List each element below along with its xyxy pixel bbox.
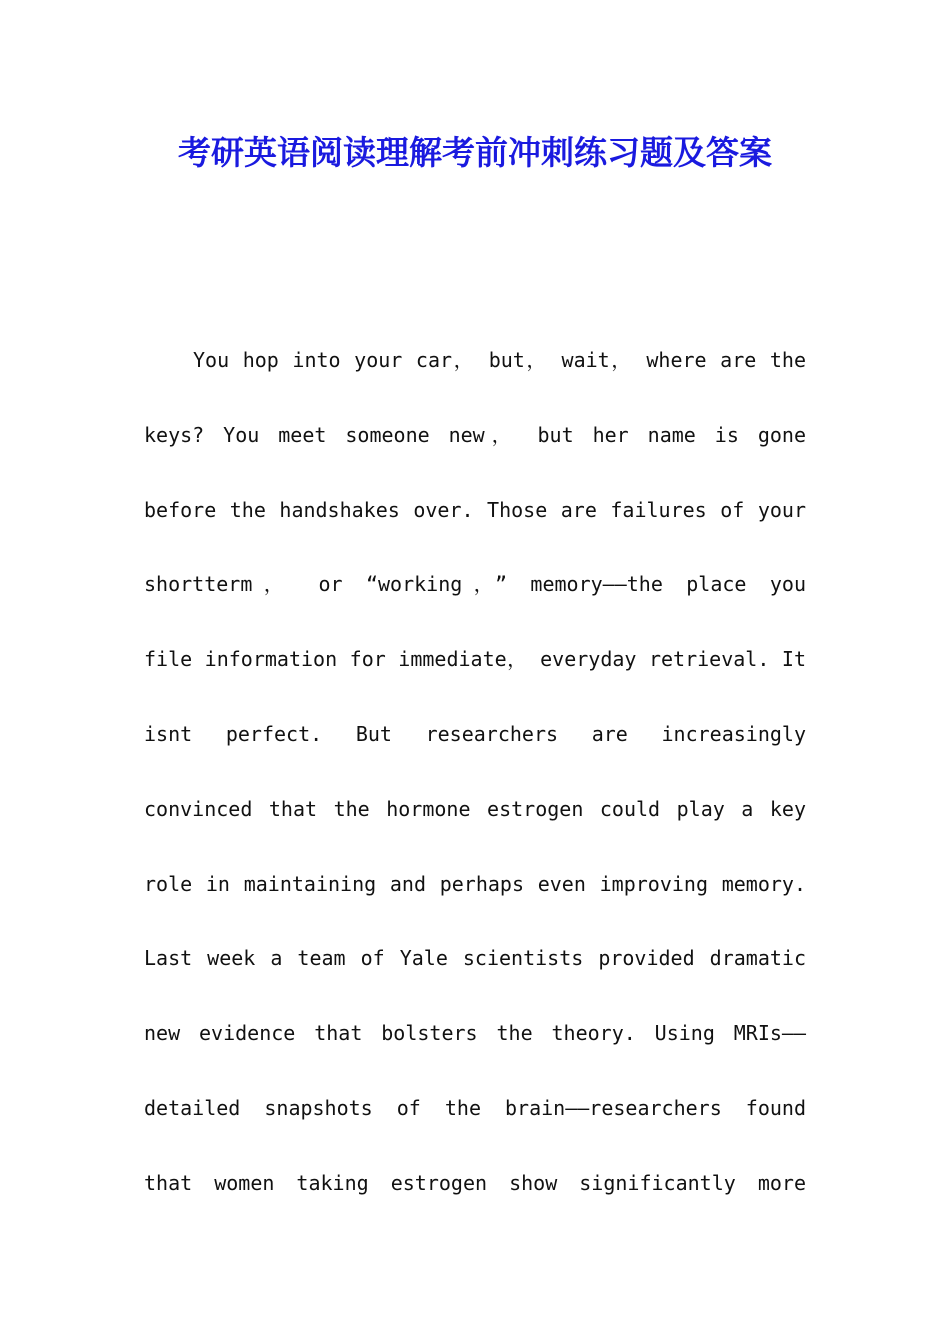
paragraph-line: isnt perfect. But researchers are increasingly <box>144 721 806 746</box>
paragraph-line: that women taking estrogen show significantly more <box>144 1170 806 1195</box>
paragraph-line: file information for immediate， everyday retrieval. It <box>144 647 806 672</box>
document-title: 考研英语阅读理解考前冲刺练习题及答案 <box>178 133 772 172</box>
body-paragraph <box>144 323 806 1221</box>
paragraph-line: keys? You meet someone new， but her name is gone <box>144 422 806 447</box>
paragraph-line: before the handshakes over. Those are failures of your <box>144 497 806 522</box>
paragraph-line: detailed snapshots of the brain——researchers found <box>144 1095 806 1120</box>
paragraph-line: new evidence that bolsters the theory. Using MRIs—— <box>144 1021 806 1046</box>
paragraph-line: Last week a team of Yale scientists provided dramatic <box>144 946 806 971</box>
paragraph-line: You hop into your car， but， wait， where are the <box>193 348 806 372</box>
paragraph-line: role in maintaining and perhaps even improving memory. <box>144 871 806 896</box>
paragraph-line: convinced that the hormone estrogen could play a key <box>144 796 806 821</box>
paragraph-line: shortterm， or “working，” memory——the place you <box>144 572 806 597</box>
